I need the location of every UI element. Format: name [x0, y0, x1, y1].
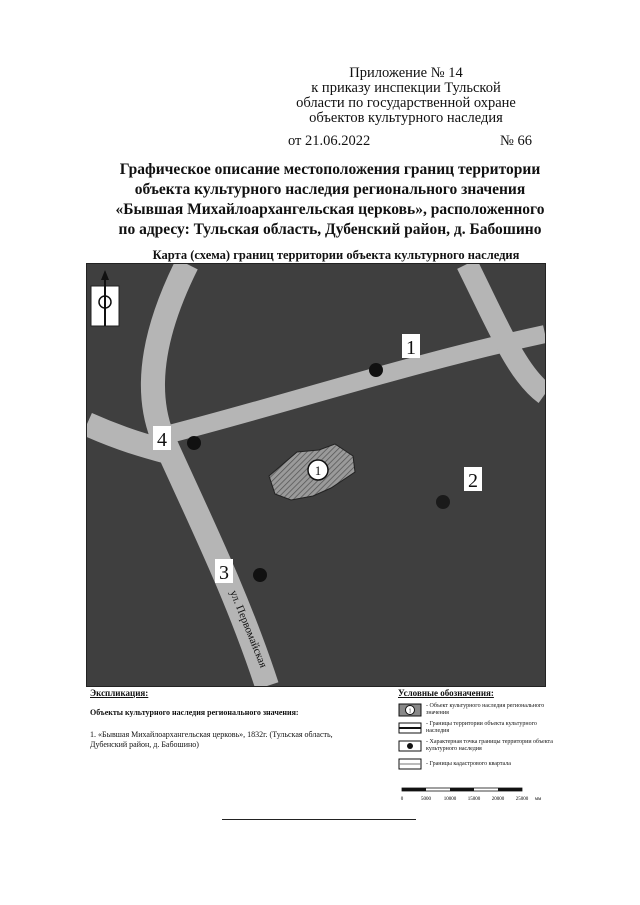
legend-text: - Характерная точка границы территории объекта культурного наследия: [426, 739, 553, 752]
svg-text:1: 1: [408, 708, 412, 715]
title-line: по адресу: Тульская область, Дубенский район, д. Бабошино: [118, 221, 542, 238]
boundary-line-icon: [398, 721, 422, 735]
scale-tick: 0: [400, 797, 404, 802]
legend-text: - Объект культурного наследия регионального значения: [426, 703, 545, 716]
legend-row: [398, 721, 558, 735]
boundary-point-1: [369, 363, 383, 377]
street-label: ул. Первомайская: [227, 588, 270, 670]
appendix-header: [276, 66, 536, 149]
title-line: объекта культурного наследия регионального значения: [134, 181, 526, 198]
characteristic-point-icon: [398, 739, 422, 753]
explication-subheading: Объекты культурного наследия регионального значения:: [90, 708, 299, 717]
boundary-point-3: [253, 568, 267, 582]
legend-row: [398, 739, 558, 753]
scale-tick: 15000: [467, 797, 481, 802]
title-line: «Бывшая Михайлоархангельская церковь», расположенного: [115, 201, 545, 218]
explication-heading: Экспликация:: [90, 688, 149, 698]
title-line: Графическое описание местоположения границ территории: [119, 161, 541, 178]
scale-unit: мм: [534, 797, 542, 802]
explication-item: 1. «Бывшая Михайлоархангельская церковь», 1832г. (Тульская область, Дубенский район, д. Бабошино): [90, 730, 333, 749]
cadastral-line-icon: [398, 757, 422, 771]
object-label: 1: [314, 463, 322, 478]
legend-row: [398, 703, 558, 717]
boundary-point-4: [187, 436, 201, 450]
point-label: 1: [406, 337, 416, 359]
explication: [90, 688, 365, 750]
scale-tick: 25000: [515, 797, 529, 802]
object-icon: [398, 703, 422, 717]
scale-tick: 10000: [443, 797, 457, 802]
legend-row: [398, 757, 558, 771]
header-line: объектов культурного наследия: [309, 110, 503, 126]
map-caption: Карта (схема) границ территории объекта культурного наследия: [152, 248, 520, 262]
point-label: 3: [219, 562, 229, 584]
map-svg: [87, 264, 545, 686]
document-title: [60, 160, 600, 240]
point-label: 2: [468, 470, 478, 492]
order-date-line: [276, 134, 536, 149]
order-date: от 21.06.2022: [288, 133, 371, 149]
scale-bar: [400, 786, 545, 806]
legend-heading: Условные обозначения:: [398, 688, 494, 698]
legend-text: - Границы территории объекта культурного наследия: [426, 721, 537, 734]
header-line: к приказу инспекции Тульской: [311, 80, 501, 96]
header-line: области по государственной охране: [296, 95, 516, 111]
legend-text: - Границы кадастрового квартала: [426, 760, 511, 767]
footer-divider: [222, 819, 416, 820]
scale-tick: 20000: [491, 797, 505, 802]
point-label: 4: [157, 429, 167, 451]
order-number: № 66: [500, 133, 532, 149]
boundary-point-2: [436, 495, 450, 509]
boundary-map: [86, 263, 546, 687]
scale-tick: 5000: [421, 797, 431, 802]
header-line: Приложение № 14: [349, 65, 463, 81]
legend: [398, 690, 558, 775]
